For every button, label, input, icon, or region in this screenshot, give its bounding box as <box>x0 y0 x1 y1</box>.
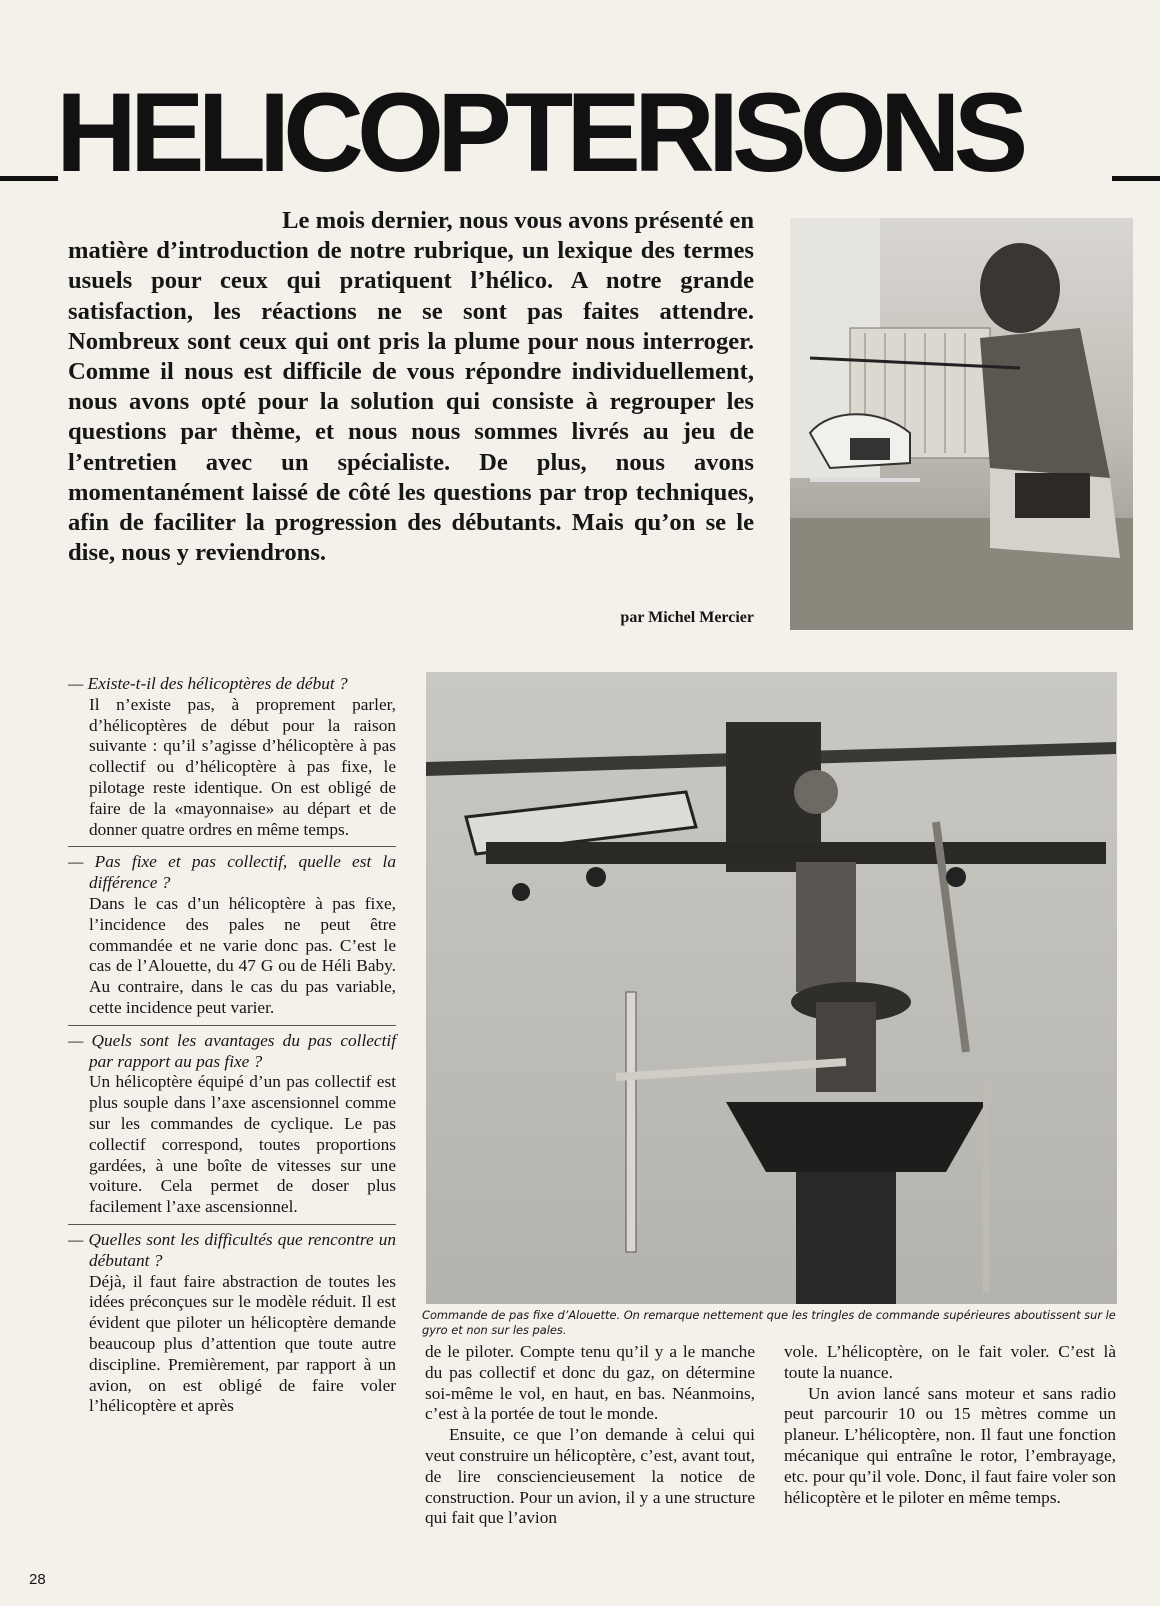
answer-2: Dans le cas d’un hélicoptère à pas fixe, l’incidence des pales ne peut être commandée et ne varie donc pas. C’est le cas de l’Alouette, du 47 G ou de Héli Baby. Au contraire, dans le cas du pas variable, cette incidence peut varier. <box>89 893 396 1017</box>
intro-first-line: Le mois dernier, nous vous avons présenté en <box>282 207 754 234</box>
byline: par Michel Mercier <box>620 609 754 626</box>
photo-rotor-head <box>426 672 1117 1304</box>
title-rule-left <box>0 176 58 181</box>
column-right <box>784 1342 1116 1508</box>
column-left <box>68 674 396 1417</box>
headline: HELICOPTERISONS <box>56 70 1022 195</box>
right-paragraph-2: Un avion lancé sans moteur et sans radio peut parcourir 10 ou 15 mètres comme un planeur. L’hélicoptère, non. Il faut une fonction mécanique qui entraîne le rotor, l’embrayage, etc. pour qu’il vole. Donc, il faut faire voler son hélicoptère et le piloter en même temps. <box>784 1383 1116 1507</box>
divider <box>68 846 396 847</box>
intro-text: matière d’introduction de notre rubrique, un lexique des termes usuels pour ceux qui pratiquent l’hélico. A notre grande satisfaction, les réactions ne se sont pas faites attendre. Nombreux sont ceux qui ont pris la plume pour nous interroger. Comme il nous est difficile de vous répondre individuellement, nous avons opté pour la solution qui consiste à regrouper les questions par thème, et nous nous sommes livrés au jeu de l’entretien avec un spécialiste. De plus, nous avons momentanément laissé de côté les questions par trop techniques, afin de faciliter la progression des débutants. Mais qu’on se le dise, nous y reviendrons. <box>68 237 754 567</box>
middle-paragraph-1: de le piloter. Compte tenu qu’il y a le manche du pas collectif et donc du gaz, on détermine soi-même le vol, en haut, en bas. Néanmoins, c’est à la portée de tout le monde. <box>425 1342 755 1424</box>
column-middle <box>425 1342 755 1529</box>
question-3: — Quels sont les avantages du pas collectif par rapport au pas fixe ? <box>68 1030 396 1071</box>
right-paragraph-1: vole. L’hélicoptère, on le fait voler. C’est là toute la nuance. <box>784 1342 1116 1382</box>
title-rule-right <box>1112 176 1160 181</box>
middle-paragraph-2: Ensuite, ce que l’on demande à celui qui veut construire un hélicoptère, c’est, avant tout, de lire consciencieusement la notice de construction. Pour un avion, il y a une structure qui fait que l’avion <box>425 1425 755 1528</box>
question-4: — Quelles sont les difficultés que rencontre un débutant ? <box>68 1229 396 1270</box>
photo-caption: Commande de pas fixe d’Alouette. On remarque nettement que les tringles de commande supérieures aboutissent sur le gyro et non sur les pales. <box>422 1308 1116 1337</box>
question-2: — Pas fixe et pas collectif, quelle est la différence ? <box>68 852 396 893</box>
divider <box>68 1224 396 1225</box>
question-1: — Existe-t-il des hélicoptères de début ? <box>68 674 348 693</box>
page-number: 28 <box>29 1571 46 1588</box>
answer-4: Déjà, il faut faire abstraction de toutes les idées préconçues sur le modèle réduit. Il est évident que piloter un hélicoptère demande beaucoup plus d’attention que toute autre discipline. Premièrement, par rapport à un avion, on est obligé de faire voler l’hélicoptère et après <box>89 1271 396 1416</box>
photo-man-with-helicopter <box>790 218 1133 630</box>
intro-paragraph <box>68 206 754 568</box>
answer-1: Il n’existe pas, à proprement parler, d’hélicoptères de début pour la raison suivante : qu’il s’agisse d’hélicoptère à pas collectif ou d’hélicoptère à pas fixe, le pilotage reste identique. On est obligé de faire de la «mayonnaise» au départ et de donner quatre ordres en même temps. <box>89 694 396 839</box>
divider <box>68 1025 396 1026</box>
answer-3: Un hélicoptère équipé d’un pas collectif est plus souple dans l’axe ascensionnel comme sur les commandes de cyclique. Le pas collectif correspond, toutes proportions gardées, à une boîte de vitesses sur une voiture. Cela permet de doser plus facilement l’axe ascensionnel. <box>89 1072 396 1217</box>
